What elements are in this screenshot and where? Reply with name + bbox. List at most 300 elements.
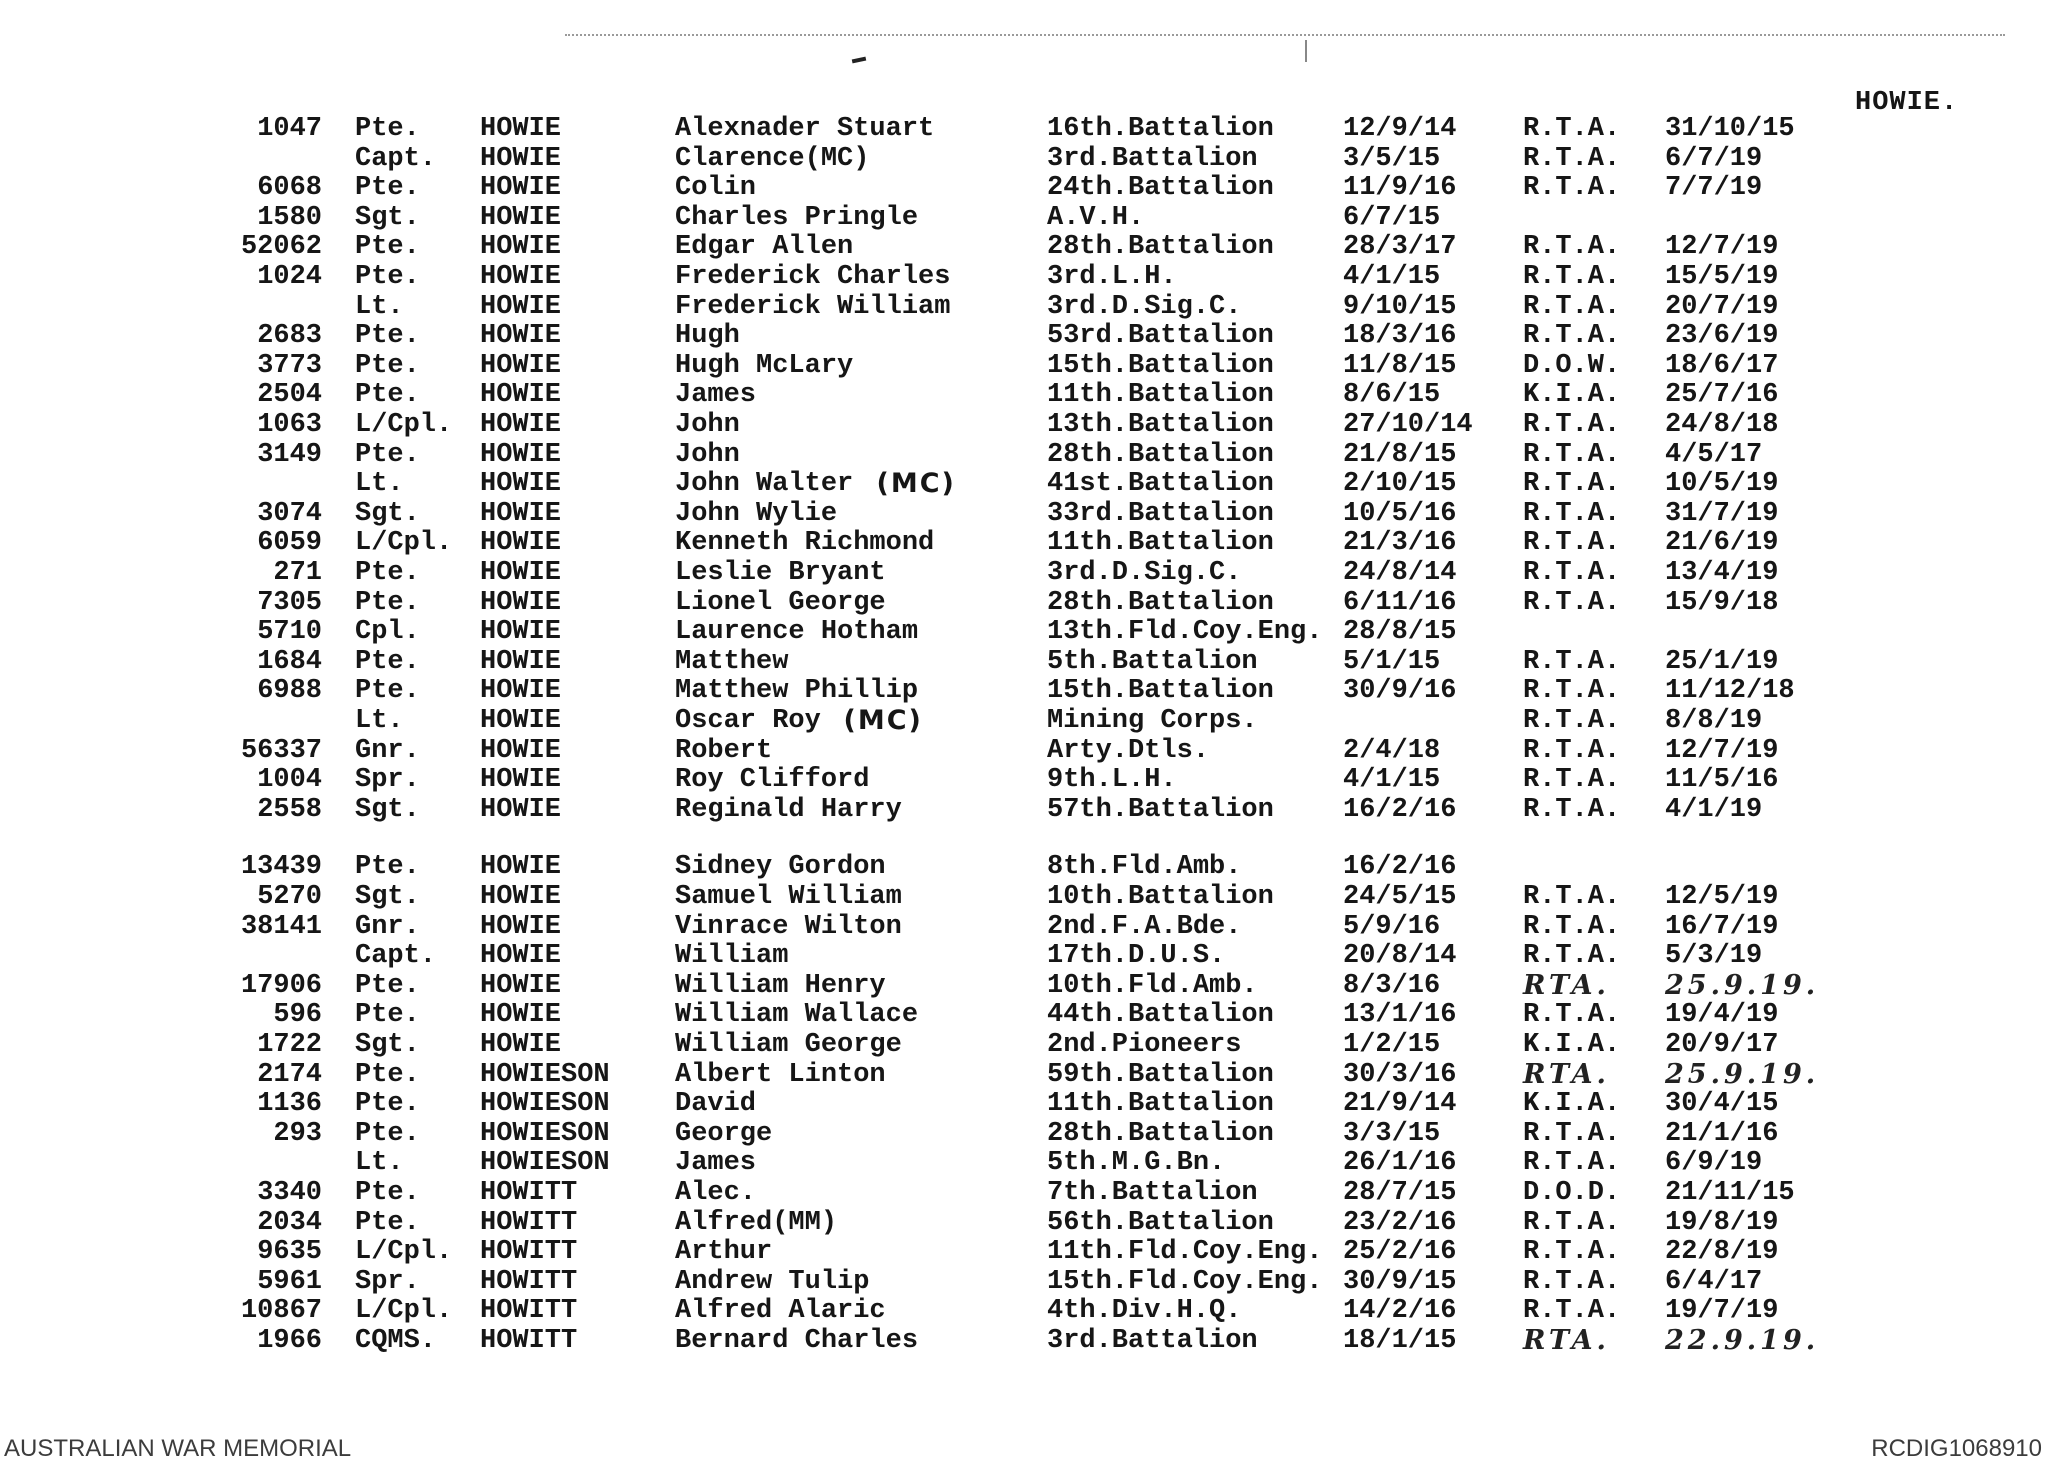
given-names: George [675,1119,773,1149]
fate-date: 25.9.19. [1665,1059,1820,1090]
surname: HOWIE [480,173,562,203]
rank: L/Cpl. [355,410,453,440]
enlistment-date: 16/2/16 [1343,852,1457,882]
given-names: Sidney Gordon [675,852,886,882]
given-names: Albert Linton [675,1060,886,1090]
service-number: 56337 [240,736,322,766]
rank: Sgt. [355,1030,420,1060]
rank: Pte. [355,852,420,882]
enlistment-date: 20/8/14 [1343,941,1457,971]
unit: 33rd.Battalion [1047,499,1274,529]
surname: HOWIE [480,292,562,322]
roll-row [0,410,2048,440]
fate-date: 21/6/19 [1665,528,1779,558]
roll-row [0,912,2048,942]
fate: R.T.A. [1523,1148,1621,1178]
fate: R.T.A. [1523,795,1621,825]
surname: HOWIE [480,617,562,647]
unit: 28th.Battalion [1047,588,1274,618]
fate-date: 31/10/15 [1665,114,1795,144]
surname: HOWIE [480,440,562,470]
enlistment-date: 12/9/14 [1343,114,1457,144]
service-number: 9635 [257,1237,322,1267]
unit: 2nd.F.A.Bde. [1047,912,1242,942]
enlistment-date: 13/1/16 [1343,1000,1457,1030]
rank: Pte. [355,114,420,144]
surname: HOWIE [480,499,562,529]
given-names: Frederick Charles [675,262,951,292]
sheet-heading: HOWIE. [1855,88,1959,118]
enlistment-date: 10/5/16 [1343,499,1457,529]
unit: 3rd.D.Sig.C. [1047,292,1242,322]
roll-row [0,203,2048,233]
given-names: Robert [675,736,773,766]
fate-date: 12/7/19 [1665,736,1779,766]
unit: 28th.Battalion [1047,232,1274,262]
surname: HOWIE [480,1030,562,1060]
enlistment-date: 21/8/15 [1343,440,1457,470]
given-names: Matthew Phillip [675,676,919,706]
surname: HOWIE [480,114,562,144]
footer-institution: AUSTRALIAN WAR MEMORIAL [4,1435,352,1462]
fate: K.I.A. [1523,380,1621,410]
given-names: James [675,1148,757,1178]
roll-row [0,173,2048,203]
service-number: 1722 [257,1030,322,1060]
unit: 53rd.Battalion [1047,321,1274,351]
roll-row [0,1119,2048,1149]
unit: 17th.D.U.S. [1047,941,1226,971]
enlistment-date: 2/10/15 [1343,469,1457,499]
rank: Pte. [355,1089,420,1119]
rank: CQMS. [355,1326,437,1356]
top-rule [565,34,2005,36]
roll-row [0,1000,2048,1030]
fate-date: 21/11/15 [1665,1178,1795,1208]
fate-date: 20/7/19 [1665,292,1779,322]
given-names: Reginald Harry [675,795,902,825]
fate: D.O.W. [1523,351,1621,381]
fate-date: 10/5/19 [1665,469,1779,499]
enlistment-date: 14/2/16 [1343,1296,1457,1326]
given-names: Colin [675,173,757,203]
given-names: William George [675,1030,902,1060]
service-number: 1004 [257,765,322,795]
surname: HOWIE [480,321,562,351]
enlistment-date: 28/8/15 [1343,617,1457,647]
fate-date: 6/9/19 [1665,1148,1763,1178]
roll-row [0,114,2048,144]
enlistment-date: 8/3/16 [1343,971,1441,1001]
roll-row [0,765,2048,795]
fate: R.T.A. [1523,114,1621,144]
given-names: Alexnader Stuart [675,114,935,144]
surname: HOWITT [480,1326,578,1356]
fate-date: 11/12/18 [1665,676,1795,706]
roll-row [0,499,2048,529]
unit: A.V.H. [1047,203,1145,233]
unit: Arty.Dtls. [1047,736,1210,766]
surname: HOWIESON [480,1119,610,1149]
enlistment-date: 27/10/14 [1343,410,1473,440]
rank: Pte. [355,351,420,381]
roll-row [0,617,2048,647]
given-names: Charles Pringle [675,203,919,233]
rank: Pte. [355,676,420,706]
surname: HOWIE [480,232,562,262]
rank: Capt. [355,941,437,971]
fate-date: 15/9/18 [1665,588,1779,618]
given-names: Alfred(MM) [675,1208,838,1238]
enlistment-date: 28/3/17 [1343,232,1457,262]
surname: HOWIE [480,882,562,912]
roll-row [0,440,2048,470]
roll-row [0,852,2048,882]
given-names: Matthew [675,647,789,677]
unit: 28th.Battalion [1047,1119,1274,1149]
handwritten-annotation: (MC) [876,468,956,499]
rank: Pte. [355,232,420,262]
fate: R.T.A. [1523,736,1621,766]
surname: HOWIE [480,795,562,825]
surname: HOWIE [480,144,562,174]
roll-row [0,558,2048,588]
surname: HOWIE [480,351,562,381]
surname: HOWIESON [480,1148,610,1178]
unit: 44th.Battalion [1047,1000,1274,1030]
unit: 10th.Fld.Amb. [1047,971,1258,1001]
surname: HOWIE [480,558,562,588]
roll-row [0,971,2048,1001]
roll-row [0,795,2048,825]
service-number: 1966 [257,1326,322,1356]
fate-date: 4/1/19 [1665,795,1763,825]
service-number: 6068 [257,173,322,203]
roll-row [0,262,2048,292]
rank: Pte. [355,1119,420,1149]
unit: 5th.Battalion [1047,647,1258,677]
roll-row [0,1178,2048,1208]
fate-date: 25/7/16 [1665,380,1779,410]
enlistment-date: 6/11/16 [1343,588,1457,618]
rank: Pte. [355,1000,420,1030]
roll-row [0,1148,2048,1178]
rank: Gnr. [355,736,420,766]
rank: Sgt. [355,499,420,529]
fate: R.T.A. [1523,1267,1621,1297]
service-number: 3773 [257,351,322,381]
enlistment-date: 23/2/16 [1343,1208,1457,1238]
roll-row [0,1030,2048,1060]
rank: Sgt. [355,203,420,233]
rank: Spr. [355,765,420,795]
fate-date: 16/7/19 [1665,912,1779,942]
fate-date: 15/5/19 [1665,262,1779,292]
service-number: 1024 [257,262,322,292]
surname: HOWIE [480,736,562,766]
unit: 11th.Battalion [1047,380,1274,410]
surname: HOWIE [480,676,562,706]
fate: R.T.A. [1523,706,1621,736]
enlistment-date: 16/2/16 [1343,795,1457,825]
rank: Sgt. [355,795,420,825]
roll-row [0,469,2048,499]
enlistment-date: 6/7/15 [1343,203,1441,233]
roll-row [0,1267,2048,1297]
service-number: 2504 [257,380,322,410]
surname: HOWITT [480,1178,578,1208]
unit: 59th.Battalion [1047,1060,1274,1090]
given-names: Hugh [675,321,740,351]
service-number: 13439 [240,852,322,882]
fate-date: 7/7/19 [1665,173,1763,203]
given-names: John [675,440,740,470]
given-names: John [675,410,740,440]
fate-date: 22.9.19. [1665,1325,1820,1356]
service-number: 10867 [240,1296,322,1326]
roll-row [0,882,2048,912]
unit: 15th.Fld.Coy.Eng. [1047,1267,1323,1297]
fate-date: 22/8/19 [1665,1237,1779,1267]
given-names: James [675,380,757,410]
fate-date: 30/4/15 [1665,1089,1779,1119]
unit: 15th.Battalion [1047,351,1274,381]
rank: Pte. [355,262,420,292]
surname: HOWIE [480,706,562,736]
surname: HOWIE [480,912,562,942]
rank: Pte. [355,173,420,203]
unit: 11th.Fld.Coy.Eng. [1047,1237,1323,1267]
service-number: 596 [273,1000,322,1030]
rank: L/Cpl. [355,1237,453,1267]
unit: 11th.Battalion [1047,528,1274,558]
unit: 7th.Battalion [1047,1178,1258,1208]
fate: R.T.A. [1523,232,1621,262]
fate-date: 19/7/19 [1665,1296,1779,1326]
given-names: Leslie Bryant [675,558,886,588]
enlistment-date: 4/1/15 [1343,262,1441,292]
service-number: 2558 [257,795,322,825]
fate: R.T.A. [1523,528,1621,558]
enlistment-date: 26/1/16 [1343,1148,1457,1178]
fate: R.T.A. [1523,882,1621,912]
given-names: Lionel George [675,588,886,618]
service-number: 5961 [257,1267,322,1297]
fate-date: 23/6/19 [1665,321,1779,351]
fate: R.T.A. [1523,410,1621,440]
surname: HOWIE [480,380,562,410]
unit: 3rd.Battalion [1047,144,1258,174]
fate: R.T.A. [1523,292,1621,322]
unit: 41st.Battalion [1047,469,1274,499]
given-names: Hugh McLary [675,351,854,381]
roll-row [0,351,2048,381]
roll-row [0,941,2048,971]
fate-date: 12/5/19 [1665,882,1779,912]
rank: Pte. [355,1060,420,1090]
service-number: 271 [273,558,322,588]
service-number: 1063 [257,410,322,440]
service-number: 5710 [257,617,322,647]
service-number: 5270 [257,882,322,912]
fate: R.T.A. [1523,144,1621,174]
service-number: 1136 [257,1089,322,1119]
unit: 8th.Fld.Amb. [1047,852,1242,882]
enlistment-date: 24/8/14 [1343,558,1457,588]
unit: 3rd.D.Sig.C. [1047,558,1242,588]
fate-date: 18/6/17 [1665,351,1779,381]
surname: HOWIE [480,971,562,1001]
rank: Capt. [355,144,437,174]
fate: RTA. [1523,1325,1610,1356]
surname: HOWIESON [480,1089,610,1119]
rank: Spr. [355,1267,420,1297]
fate-date: 13/4/19 [1665,558,1779,588]
rank: Pte. [355,971,420,1001]
unit: 5th.M.G.Bn. [1047,1148,1226,1178]
roll-row [0,1060,2048,1090]
surname: HOWITT [480,1237,578,1267]
enlistment-date: 24/5/15 [1343,882,1457,912]
enlistment-date: 3/5/15 [1343,144,1441,174]
fate-date: 25.9.19. [1665,970,1820,1001]
enlistment-date: 2/4/18 [1343,736,1441,766]
given-names: Roy Clifford [675,765,870,795]
fate-date: 20/9/17 [1665,1030,1779,1060]
surname: HOWIE [480,647,562,677]
rank: Lt. [355,706,404,736]
unit: 2nd.Pioneers [1047,1030,1242,1060]
fate: R.T.A. [1523,941,1621,971]
unit: 10th.Battalion [1047,882,1274,912]
surname: HOWIE [480,469,562,499]
service-number: 3074 [257,499,322,529]
fate: R.T.A. [1523,1208,1621,1238]
rank: Pte. [355,647,420,677]
roll-row [0,1208,2048,1238]
given-names: David [675,1089,757,1119]
roll-row [0,647,2048,677]
unit: 24th.Battalion [1047,173,1274,203]
surname: HOWIE [480,588,562,618]
enlistment-date: 11/9/16 [1343,173,1457,203]
rank: Gnr. [355,912,420,942]
rank: Cpl. [355,617,420,647]
given-names: Andrew Tulip [675,1267,870,1297]
unit: 4th.Div.H.Q. [1047,1296,1242,1326]
given-names: Bernard Charles [675,1326,919,1356]
roll-row [0,706,2048,736]
fate: D.O.D. [1523,1178,1621,1208]
fate: K.I.A. [1523,1030,1621,1060]
enlistment-date: 3/3/15 [1343,1119,1441,1149]
surname: HOWIE [480,852,562,882]
given-names: Samuel William [675,882,902,912]
enlistment-date: 11/8/15 [1343,351,1457,381]
roll-row [0,232,2048,262]
service-number: 2034 [257,1208,322,1238]
roll-row [0,528,2048,558]
surname: HOWIE [480,528,562,558]
service-number: 17906 [240,971,322,1001]
roll-row [0,588,2048,618]
fate: R.T.A. [1523,262,1621,292]
scan-mark [852,57,867,64]
service-number: 38141 [240,912,322,942]
fate-date: 31/7/19 [1665,499,1779,529]
fate: RTA. [1523,1059,1610,1090]
footer-record-id: RCDIG1068910 [1871,1435,2042,1462]
given-names: William Henry [675,971,886,1001]
surname: HOWIESON [480,1060,610,1090]
surname: HOWIE [480,1000,562,1030]
enlistment-date: 4/1/15 [1343,765,1441,795]
enlistment-date: 30/9/15 [1343,1267,1457,1297]
fate: R.T.A. [1523,469,1621,499]
unit: 16th.Battalion [1047,114,1274,144]
service-number: 1047 [257,114,322,144]
enlistment-date: 25/2/16 [1343,1237,1457,1267]
given-names: Kenneth Richmond [675,528,935,558]
unit: 3rd.L.H. [1047,262,1177,292]
fate: R.T.A. [1523,912,1621,942]
fate-date: 19/4/19 [1665,1000,1779,1030]
given-names: William Wallace [675,1000,919,1030]
fate: R.T.A. [1523,765,1621,795]
roll-row [0,736,2048,766]
given-names: William [675,941,789,971]
enlistment-date: 1/2/15 [1343,1030,1441,1060]
given-names: Arthur [675,1237,773,1267]
scan-mark [1305,40,1307,62]
enlistment-date: 30/3/16 [1343,1060,1457,1090]
surname: HOWIE [480,262,562,292]
rank: Lt. [355,292,404,322]
enlistment-date: 5/1/15 [1343,647,1441,677]
unit: 3rd.Battalion [1047,1326,1258,1356]
rank: Pte. [355,380,420,410]
service-number: 1684 [257,647,322,677]
fate: R.T.A. [1523,1119,1621,1149]
surname: HOWIE [480,765,562,795]
unit: Mining Corps. [1047,706,1258,736]
unit: 57th.Battalion [1047,795,1274,825]
surname: HOWIE [480,410,562,440]
unit: 13th.Fld.Coy.Eng. [1047,617,1323,647]
fate: R.T.A. [1523,647,1621,677]
rank: Pte. [355,558,420,588]
enlistment-date: 18/1/15 [1343,1326,1457,1356]
rank: L/Cpl. [355,528,453,558]
surname: HOWITT [480,1296,578,1326]
fate-date: 25/1/19 [1665,647,1779,677]
given-names: Clarence(MC) [675,144,870,174]
roll-row [0,1296,2048,1326]
service-number: 3149 [257,440,322,470]
roll-row [0,1237,2048,1267]
fate: R.T.A. [1523,558,1621,588]
enlistment-date: 21/3/16 [1343,528,1457,558]
rank: Lt. [355,469,404,499]
enlistment-date: 21/9/14 [1343,1089,1457,1119]
given-names: Frederick William [675,292,951,322]
fate-date: 6/4/17 [1665,1267,1763,1297]
unit: 15th.Battalion [1047,676,1274,706]
service-number: 293 [273,1119,322,1149]
rank: Pte. [355,588,420,618]
roll-row [0,1326,2048,1356]
fate: R.T.A. [1523,588,1621,618]
